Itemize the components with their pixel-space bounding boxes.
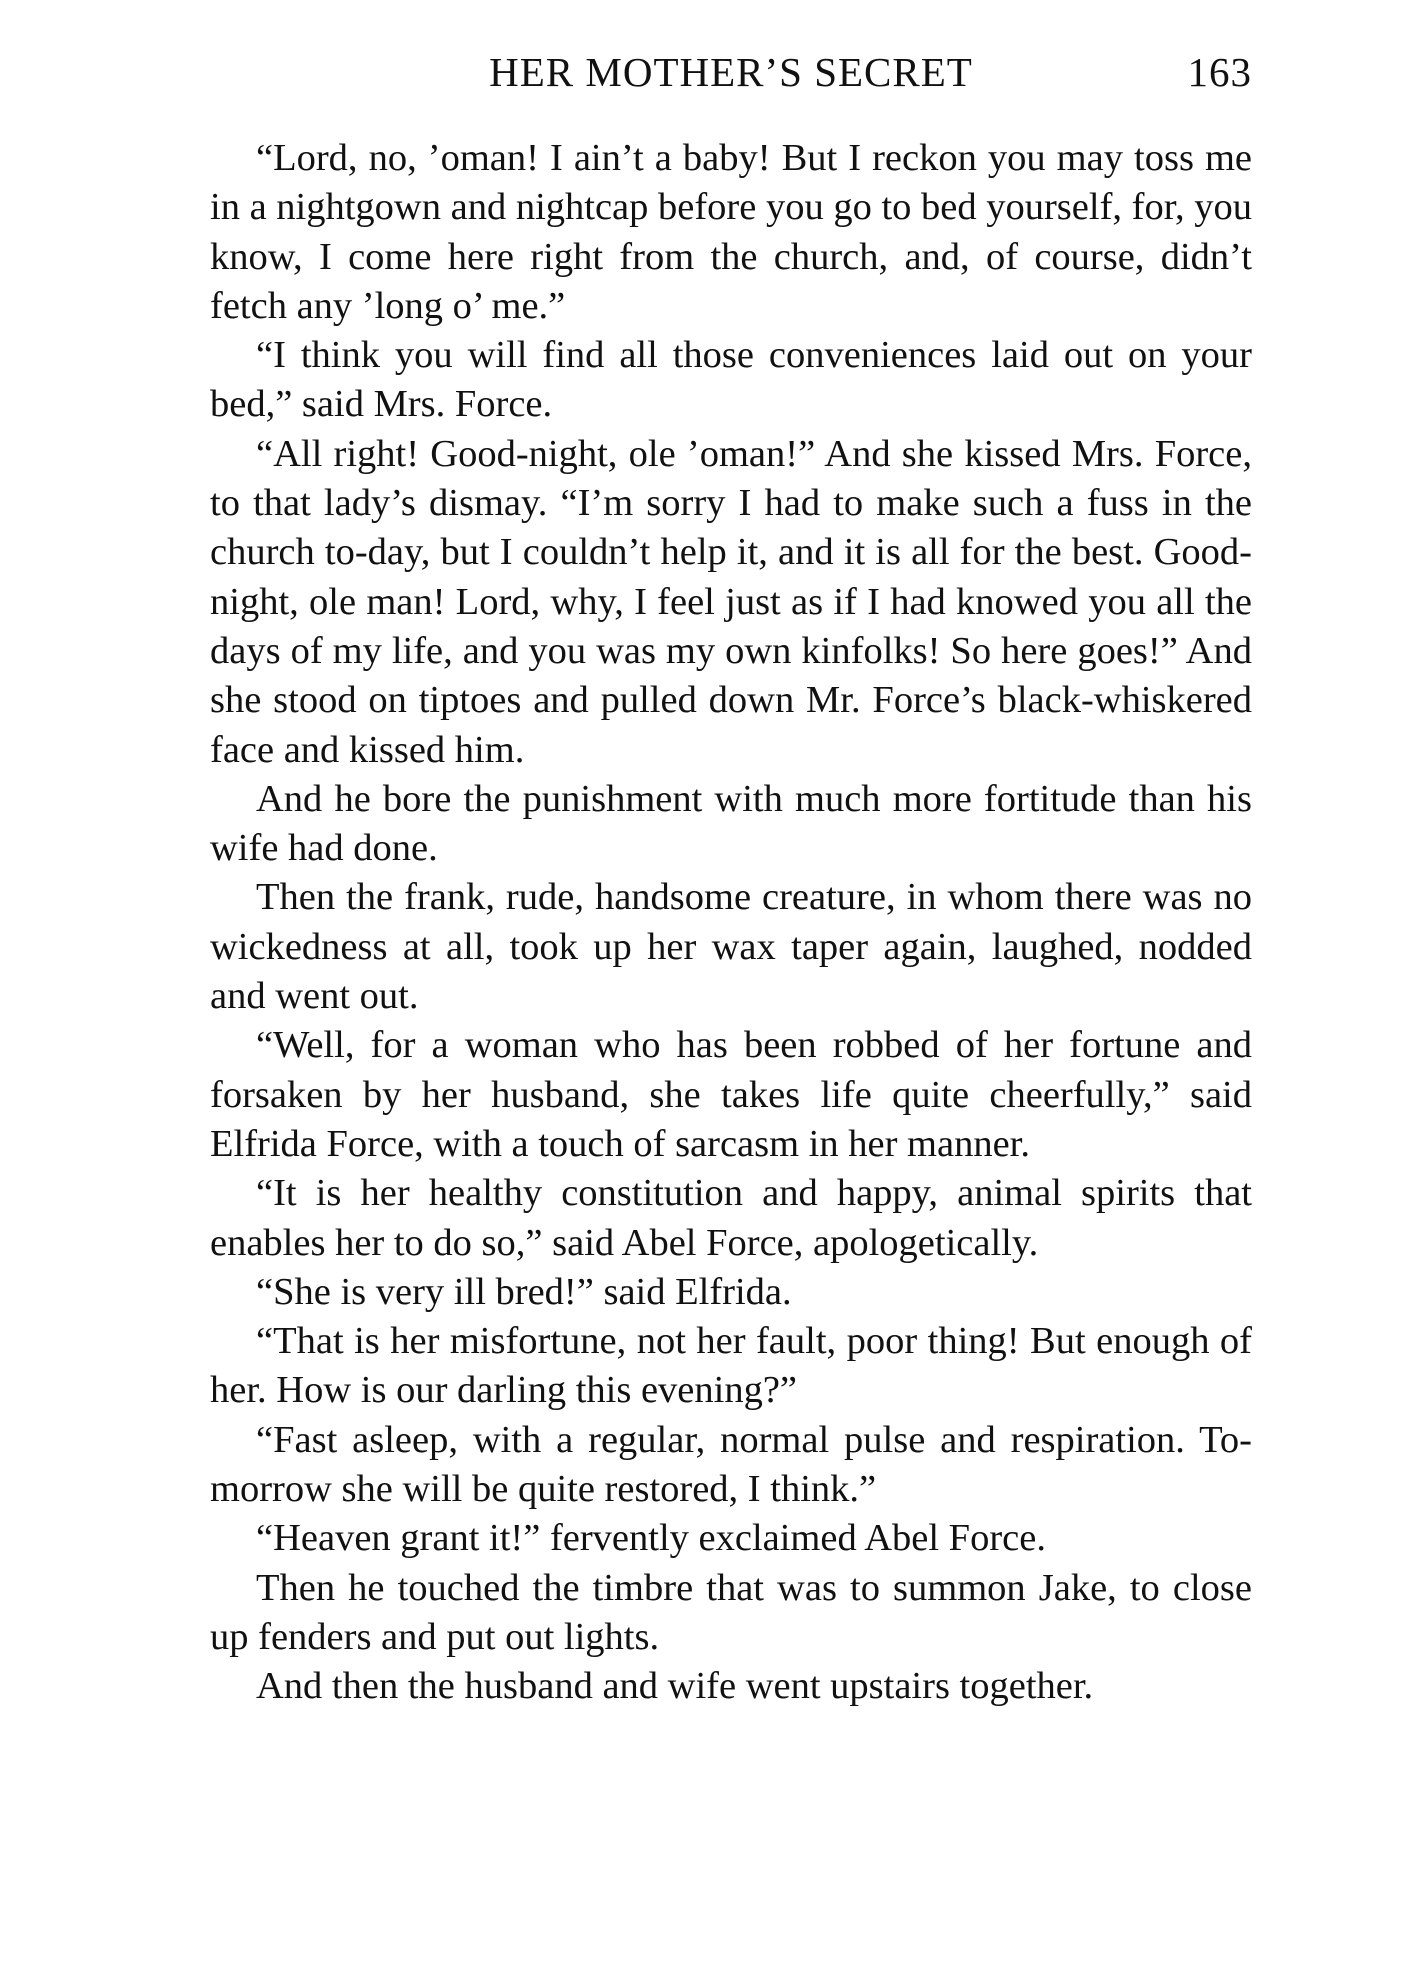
paragraph: “That is her misfortune, not her fault, poor thing! But enough of her. How is our darling this evening?” [210,1320,1252,1412]
paragraph: “Lord, no, ’oman! I ain’t a baby! But I reckon you may toss me in a nightgown and nightcap before you go to bed yourself, for, you know, I come here right from the church, and, of course, didn’t fetch any ’long o’ me.” [210,137,1253,327]
body-text [210,134,1252,1712]
running-title: HER MOTHER’S SECRET [489,49,973,95]
paragraph: Then he touched the timbre that was to summon Jake, to close up fenders and put out lights. [210,1566,1252,1658]
paragraph: “Well, for a woman who has been robbed of her fortune and forsaken by her husband, she takes life quite cheerfully,” said Elfrida Force, with a touch of sarcasm in her manner. [210,1024,1252,1165]
paragraph: “She is very ill bred!” said Elfrida. [256,1270,792,1313]
page-number: 163 [1187,49,1252,95]
paragraph: “Heaven grant it!” fervently exclaimed Abel Force. [256,1517,1046,1560]
paragraph: “Fast asleep, with a regular, normal pulse and respiration. To-morrow she will be quite restored, I think.” [210,1418,1252,1511]
paragraph: “All right! Good-night, ole ’oman!” And she kissed Mrs. Force, to that lady’s dismay. “I’m sorry I had to make such a fuss in the church to-day, but I couldn’t help it, and it is all for the best. Good-night, ole man! Lord, why, I feel just as if I had knowed you all the days of my life, and you was my own kinfolks! So here goes!” And she stood on tiptoes and pulled down Mr. Force’s black-whiskered face and kissed him. [210,432,1252,771]
paragraph: And then the husband and wife went upstairs together. [256,1665,1094,1708]
paragraph: Then the frank, rude, handsome creature, in whom there was no wickedness at all, took up her wax taper again, laughed, nodded and went out. [210,876,1252,1018]
paragraph: “It is her healthy constitution and happy, animal spirits that enables her to do so,” said Abel Force, apologetically. [210,1172,1252,1264]
paragraph: And he bore the punishment with much more fortitude than his wife had done. [210,777,1252,870]
running-head [210,48,1252,108]
book-page [210,48,1252,1712]
paragraph: “I think you will find all those conveniences laid out on your bed,” said Mrs. Force. [210,334,1252,426]
